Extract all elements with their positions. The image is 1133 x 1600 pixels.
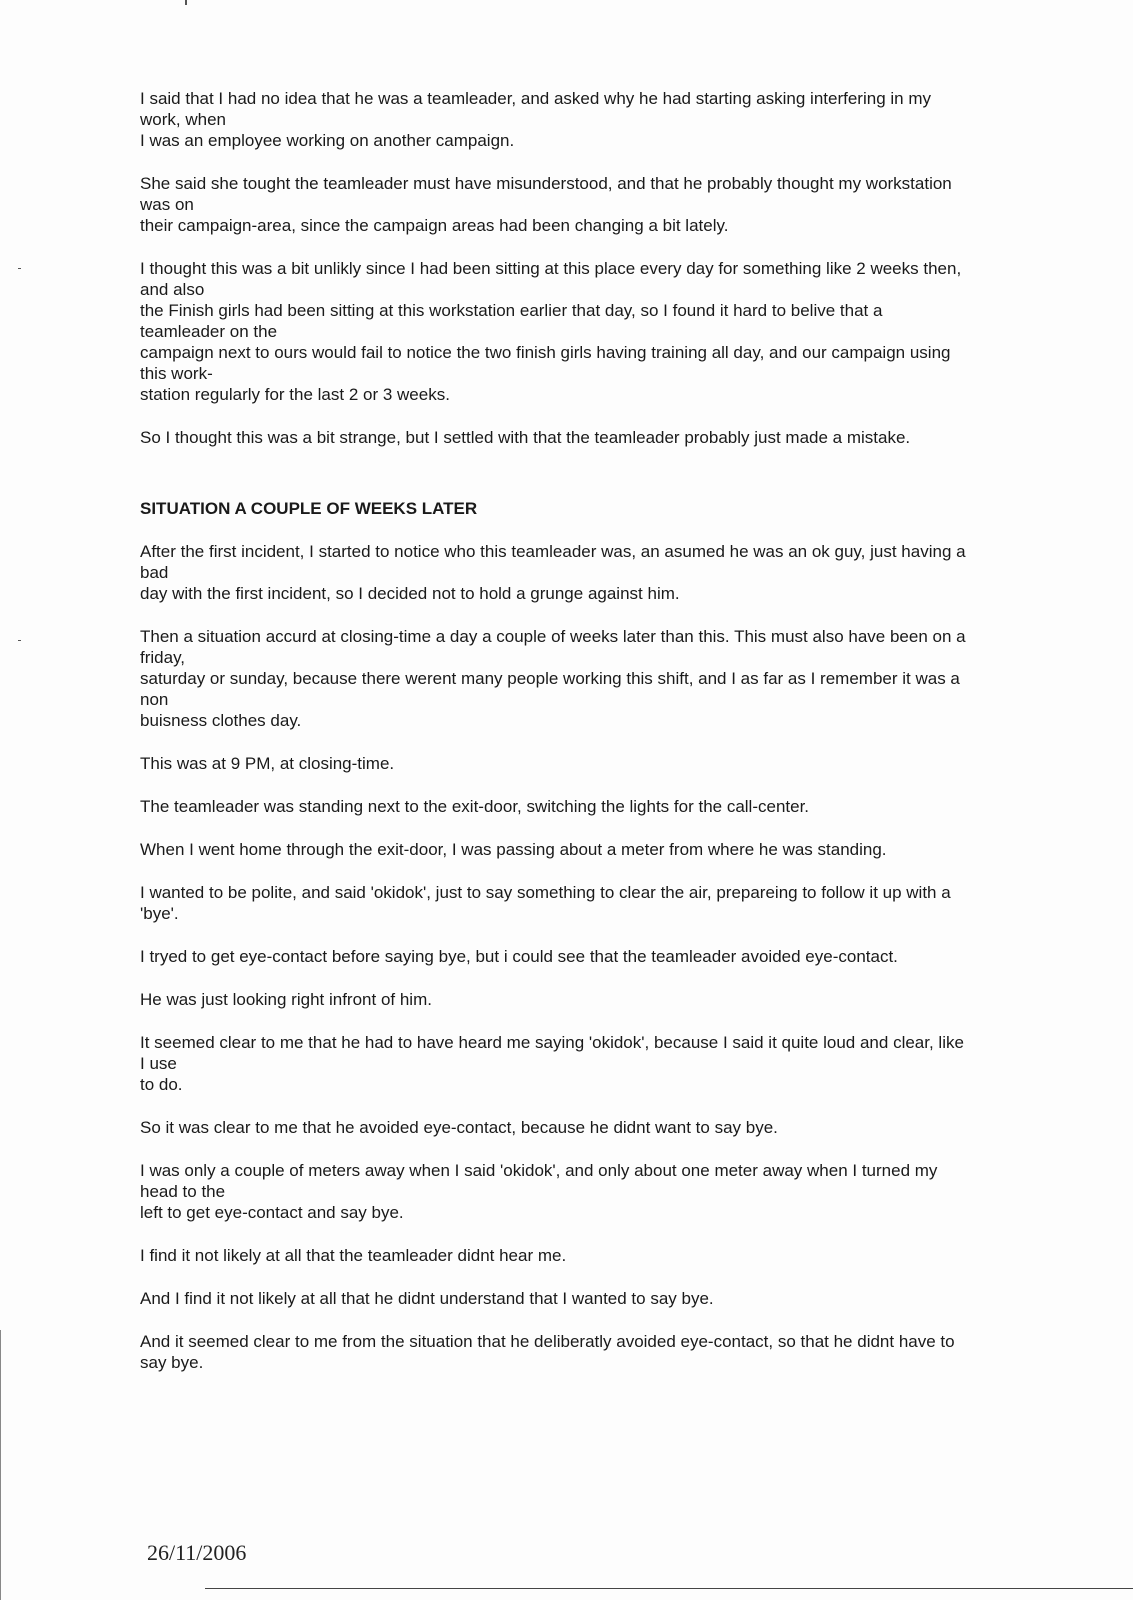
- paragraph-line: say bye.: [140, 1353, 204, 1372]
- scan-edge-shadow: [0, 1330, 1, 1600]
- section-before: [140, 88, 1070, 448]
- paragraph-line: station regularly for the last 2 or 3 weeks.: [140, 385, 450, 404]
- paragraph: [140, 753, 1070, 774]
- paragraph-line: I wanted to be polite, and said 'okidok', just to say something to clear the air, prepareing to follow it up with a: [140, 883, 951, 902]
- paragraph-line: and also: [140, 280, 205, 299]
- paragraph-line: the Finish girls had been sitting at this workstation earlier that day, so I found it hard to belive that a: [140, 301, 883, 320]
- scan-artifact-mark: [185, 0, 187, 5]
- paragraph-line: teamleader on the: [140, 322, 278, 341]
- paragraph-line: I said that I had no idea that he was a teamleader, and asked why he had starting asking interfering in my: [140, 89, 931, 108]
- paragraph-line: Then a situation accurd at closing-time a day a couple of weeks later than this. This must also have been on a: [140, 627, 966, 646]
- paragraph: [140, 946, 1070, 967]
- paragraph: [140, 1032, 1070, 1095]
- paragraph: [140, 796, 1070, 817]
- section-heading: SITUATION A COUPLE OF WEEKS LATER: [140, 499, 478, 518]
- paragraph-line: 'bye'.: [140, 904, 179, 923]
- scan-artifact-mark: [18, 268, 21, 269]
- scan-artifact-mark: [18, 640, 21, 641]
- paragraph-line: work, when: [140, 110, 226, 129]
- paragraph-line: I find it not likely at all that the teamleader didnt hear me.: [140, 1246, 567, 1265]
- footer-date: 26/11/2006: [147, 1540, 247, 1565]
- paragraph: [140, 1245, 1070, 1266]
- paragraph-line: I use: [140, 1054, 177, 1073]
- paragraph-line: to do.: [140, 1075, 183, 1094]
- paragraph-line: The teamleader was standing next to the exit-door, switching the lights for the call-center.: [140, 797, 810, 816]
- paragraph: [140, 882, 1070, 924]
- paragraph: [140, 839, 1070, 860]
- paragraph: [140, 541, 1070, 604]
- paragraph-line: I tryed to get eye-contact before saying bye, but i could see that the teamleader avoided eye-contact.: [140, 947, 898, 966]
- paragraph-line: day with the first incident, so I decided not to hold a grunge against him.: [140, 584, 680, 603]
- paragraph: [140, 427, 1070, 448]
- paragraph-line: friday,: [140, 648, 186, 667]
- paragraph-line: buisness clothes day.: [140, 711, 302, 730]
- paragraph-line: I was only a couple of meters away when I said 'okidok', and only about one meter away when I turned my: [140, 1161, 938, 1180]
- paragraph-line: This was at 9 PM, at closing-time.: [140, 754, 395, 773]
- paragraph-line: It seemed clear to me that he had to have heard me saying 'okidok', because I said it quite loud and clear, like: [140, 1033, 964, 1052]
- paragraph-line: campaign next to ours would fail to notice the two finish girls having training all day, and our campaign using: [140, 343, 951, 362]
- paragraph-line: their campaign-area, since the campaign areas had been changing a bit lately.: [140, 216, 729, 235]
- paragraph: [140, 88, 1070, 151]
- paragraph-line: non: [140, 690, 169, 709]
- paragraph-line: And I find it not likely at all that he didnt understand that I wanted to say bye.: [140, 1289, 714, 1308]
- paragraph-line: I was an employee working on another campaign.: [140, 131, 515, 150]
- paragraph-line: And it seemed clear to me from the situation that he deliberatly avoided eye-contact, so that he didnt have to: [140, 1332, 955, 1351]
- paragraph: [140, 1331, 1070, 1373]
- paragraph-line: left to get eye-contact and say bye.: [140, 1203, 404, 1222]
- paragraph-line: this work-: [140, 364, 213, 383]
- paragraph-line: saturday or sunday, because there werent many people working this shift, and I as far as I remember it was a: [140, 669, 960, 688]
- bottom-rule: [205, 1588, 1133, 1589]
- paragraph: [140, 1288, 1070, 1309]
- paragraph-line: I thought this was a bit unlikly since I had been sitting at this place every day for something like 2 weeks then,: [140, 259, 962, 278]
- section-after: [140, 541, 1070, 1373]
- paragraph-line: was on: [140, 195, 194, 214]
- paragraph-line: So it was clear to me that he avoided eye-contact, because he didnt want to say bye.: [140, 1118, 778, 1137]
- paragraph-line: She said she tought the teamleader must have misunderstood, and that he probably thought my workstation: [140, 174, 952, 193]
- paragraph: [140, 173, 1070, 236]
- paragraph-line: When I went home through the exit-door, I was passing about a meter from where he was standing.: [140, 840, 887, 859]
- paragraph: [140, 1117, 1070, 1138]
- document-body: [140, 88, 1070, 1395]
- paragraph: [140, 1160, 1070, 1223]
- paragraph: [140, 626, 1070, 731]
- paragraph: [140, 258, 1070, 405]
- paragraph-line: After the first incident, I started to notice who this teamleader was, an asumed he was an ok guy, just having a: [140, 542, 966, 561]
- paragraph-line: So I thought this was a bit strange, but I settled with that the teamleader probably just made a mistake.: [140, 428, 911, 447]
- paragraph: [140, 989, 1070, 1010]
- paragraph-line: bad: [140, 563, 169, 582]
- paragraph-line: head to the: [140, 1182, 226, 1201]
- paragraph-line: He was just looking right infront of him.: [140, 990, 432, 1009]
